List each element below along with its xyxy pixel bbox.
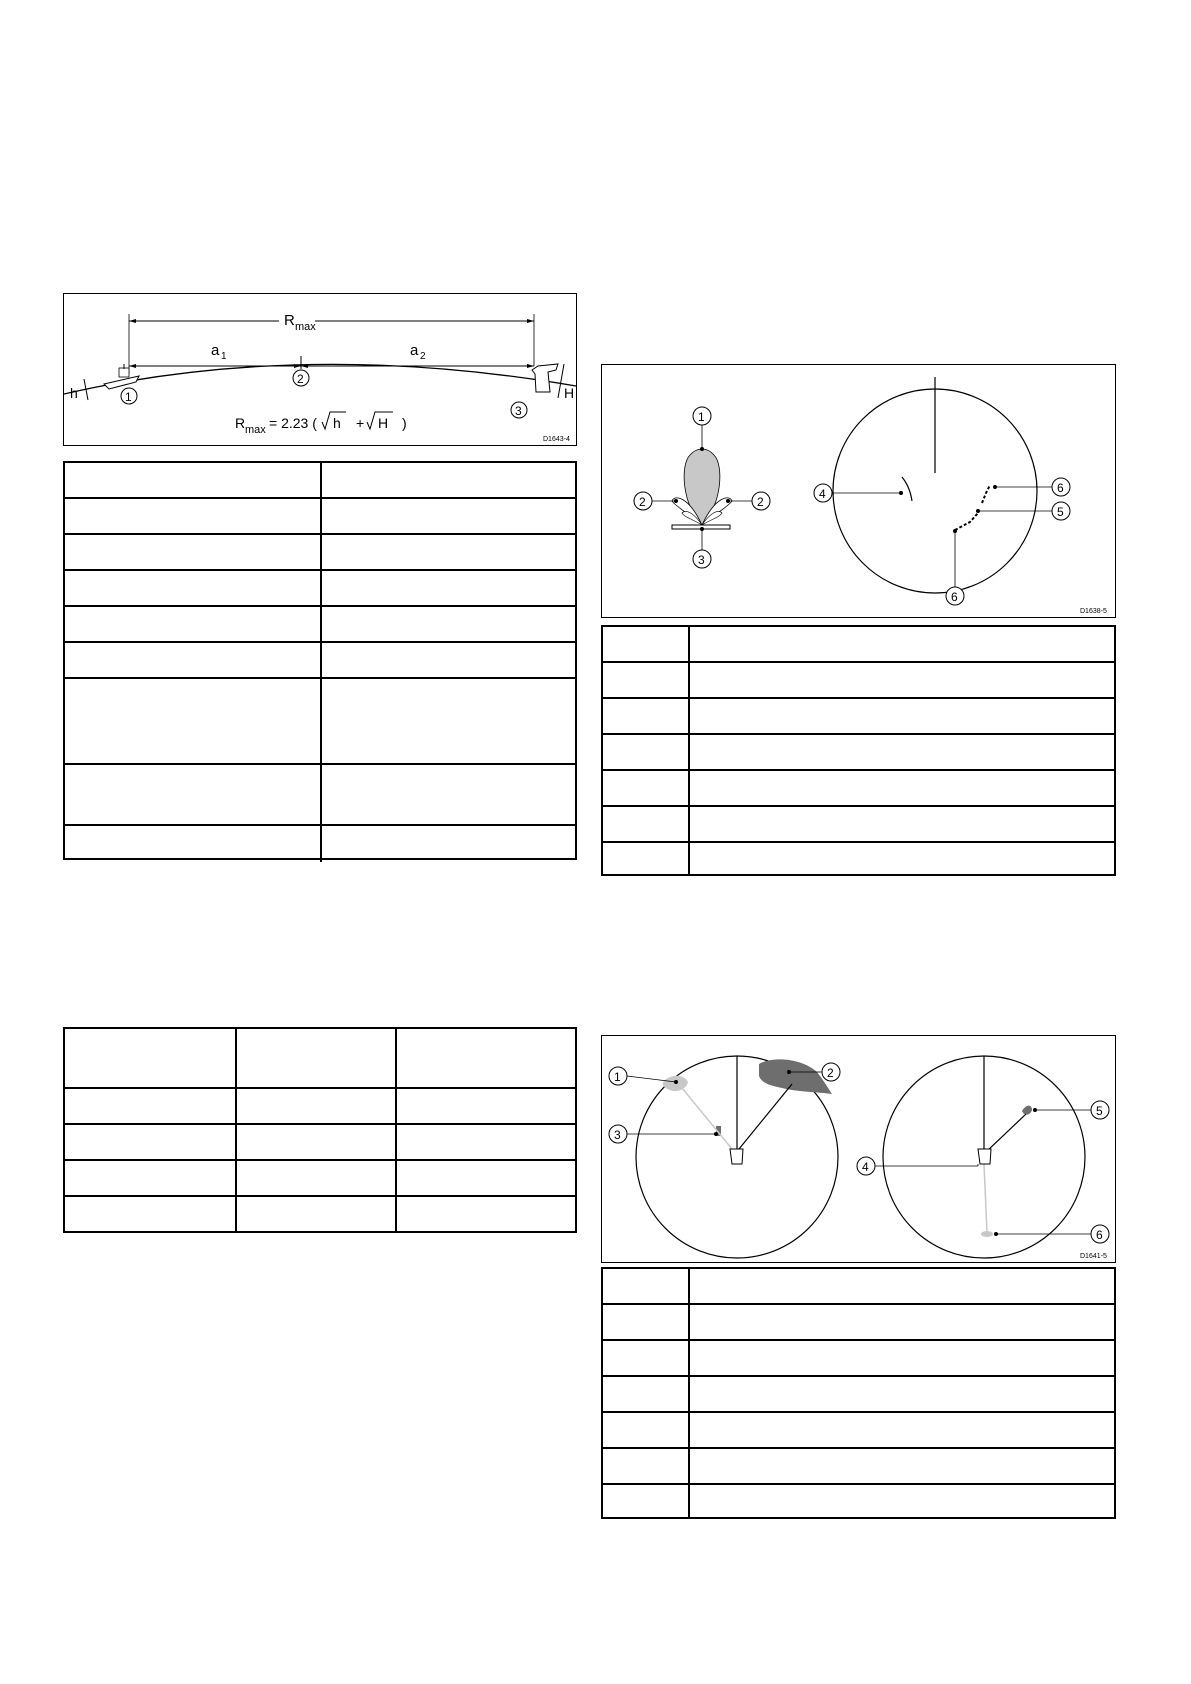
- callout-2-left: 2: [639, 495, 646, 509]
- table-cell: [397, 1197, 575, 1231]
- figure-code: D1641-5: [1080, 1253, 1107, 1260]
- table-cell: [65, 535, 322, 571]
- callout-6: 6: [1096, 1228, 1103, 1242]
- table-cell: [603, 1305, 690, 1341]
- table-cell: [237, 1089, 397, 1125]
- boat-icon: [104, 376, 139, 389]
- side-lobe-diagram: [602, 365, 1117, 619]
- table-cell: [322, 826, 575, 862]
- formula-r: R: [235, 415, 246, 431]
- callout-2: 2: [297, 372, 304, 386]
- table-cell: [65, 765, 322, 826]
- table-cell: [690, 1449, 1114, 1485]
- three-column-table: [63, 1027, 577, 1233]
- H-label: H: [564, 385, 575, 401]
- callout-4: 4: [862, 1160, 869, 1174]
- table-cell: [690, 1413, 1114, 1449]
- own-boat-icon: [730, 1149, 743, 1164]
- callout-4: 4: [819, 487, 826, 501]
- table-cell: [397, 1161, 575, 1197]
- table-cell: [397, 1125, 575, 1161]
- target-figure: [601, 1035, 1116, 1263]
- figure-code: D1638-5: [1080, 608, 1107, 615]
- callout-1: 1: [125, 390, 132, 404]
- table-cell: [603, 735, 690, 771]
- formula-plus: +: [356, 415, 365, 431]
- table-cell: [322, 643, 575, 679]
- table-cell: [65, 1161, 237, 1197]
- table-header-cell: [603, 1269, 690, 1305]
- table-cell: [65, 1125, 237, 1161]
- table-cell: [690, 1485, 1114, 1517]
- table-cell: [690, 1305, 1114, 1341]
- table-cell: [65, 643, 322, 679]
- table-cell: [397, 1089, 575, 1125]
- callout-1: 1: [614, 1070, 621, 1084]
- callout-2: 2: [827, 1066, 834, 1080]
- table-cell: [603, 843, 690, 874]
- table-cell: [237, 1125, 397, 1161]
- table-cell: [322, 535, 575, 571]
- formula-H: H: [378, 415, 389, 431]
- table-cell: [603, 663, 690, 699]
- callout-3: 3: [698, 553, 705, 567]
- callout-1: 1: [698, 410, 705, 424]
- table-cell: [603, 807, 690, 843]
- figure-code: D1643-4: [543, 436, 570, 443]
- table-cell: [603, 1413, 690, 1449]
- table-header-cell: [690, 627, 1114, 663]
- a1-sub: 1: [221, 351, 227, 362]
- rmax-label: R: [284, 312, 295, 329]
- table-header-cell: [690, 1269, 1114, 1305]
- table-header-cell: [237, 1029, 397, 1089]
- table-cell: [65, 1089, 237, 1125]
- table-cell: [65, 826, 322, 862]
- target-diagram: [602, 1036, 1117, 1264]
- table-cell: [690, 771, 1114, 807]
- table-cell: [690, 663, 1114, 699]
- table-header-cell: [65, 463, 322, 499]
- side-lobe-figure: [601, 364, 1116, 618]
- formula-sub: max: [245, 424, 266, 436]
- callout-3: 3: [515, 404, 522, 418]
- callout-5: 5: [1057, 505, 1064, 519]
- table-cell: [322, 571, 575, 607]
- callout-6-bottom: 6: [951, 590, 958, 604]
- a2-label: a: [410, 342, 419, 359]
- table-cell: [322, 679, 575, 765]
- rmax-sub: max: [295, 321, 316, 333]
- callout-2-right: 2: [757, 495, 764, 509]
- table-header-cell: [65, 1029, 237, 1089]
- table-cell: [237, 1197, 397, 1231]
- table-cell: [690, 843, 1114, 874]
- table-cell: [603, 1377, 690, 1413]
- range-table: [63, 461, 577, 860]
- formula-h: h: [333, 415, 341, 431]
- h-label: h: [70, 385, 78, 401]
- table-cell: [322, 499, 575, 535]
- callout-6-top: 6: [1057, 481, 1064, 495]
- table-cell: [603, 699, 690, 735]
- table-cell: [65, 1197, 237, 1231]
- own-boat-icon: [978, 1149, 991, 1164]
- table-cell: [690, 699, 1114, 735]
- table-header-cell: [603, 627, 690, 663]
- table-cell: [322, 607, 575, 643]
- table-header-cell: [397, 1029, 575, 1089]
- table-cell: [690, 1341, 1114, 1377]
- target-icon: [532, 364, 558, 392]
- table-cell: [65, 607, 322, 643]
- table-cell: [603, 1449, 690, 1485]
- table-cell: [690, 735, 1114, 771]
- a2-sub: 2: [420, 351, 426, 362]
- table-cell: [65, 499, 322, 535]
- earth-curve: [64, 364, 576, 394]
- a1-label: a: [211, 342, 220, 359]
- table-cell: [603, 1341, 690, 1377]
- table-cell: [603, 771, 690, 807]
- formula-close: ): [402, 415, 407, 431]
- table-cell: [237, 1161, 397, 1197]
- side-lobe-table: [601, 625, 1116, 876]
- table-cell: [690, 1377, 1114, 1413]
- table-cell: [65, 571, 322, 607]
- callout-5: 5: [1096, 1104, 1103, 1118]
- table-header-cell: [322, 463, 575, 499]
- table-cell: [603, 1485, 690, 1517]
- radar-range-diagram: [64, 294, 578, 447]
- table-cell: [65, 679, 322, 765]
- formula-rest: = 2.23 (: [269, 415, 317, 431]
- table-cell: [690, 807, 1114, 843]
- table-cell: [322, 765, 575, 826]
- light-target-small: [981, 1231, 993, 1237]
- callout-3: 3: [614, 1128, 621, 1142]
- target-table: [601, 1267, 1116, 1519]
- radar-range-figure: [63, 293, 577, 446]
